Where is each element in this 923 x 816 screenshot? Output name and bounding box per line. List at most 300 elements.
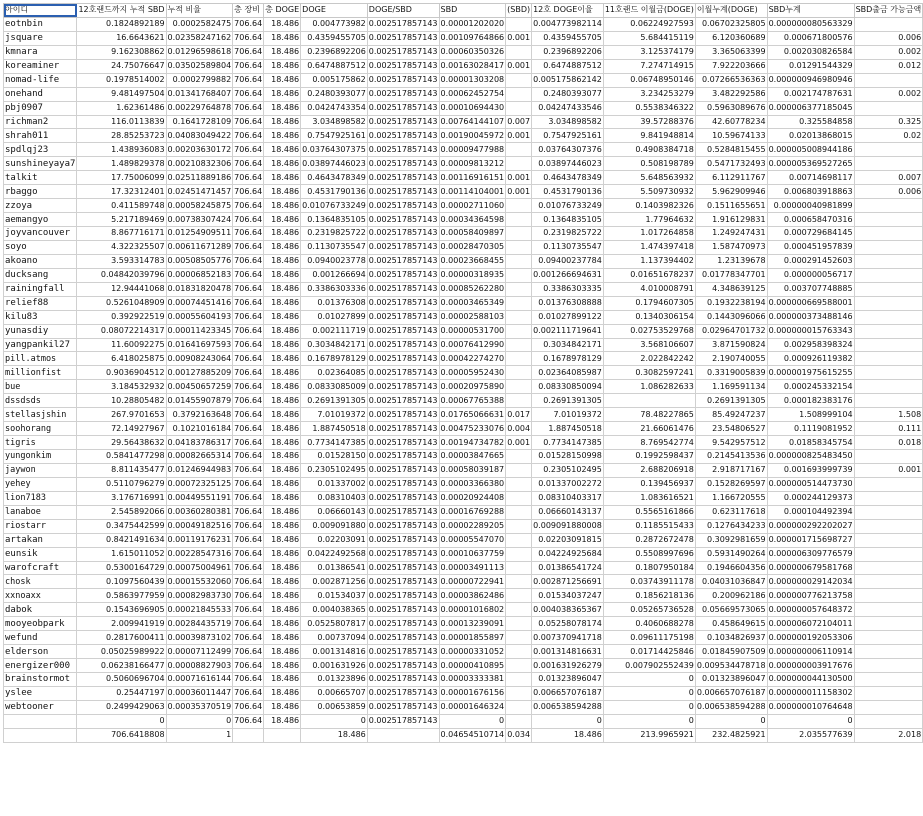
cell[interactable]: 9.841948814 [603,129,695,143]
cell[interactable] [854,199,923,213]
cell[interactable]: 0.5300164729 [77,561,166,575]
cell[interactable]: richman2 [4,115,77,129]
cell[interactable]: 8.811435477 [77,463,166,477]
cell[interactable]: 0.00000318935 [439,268,506,282]
cell[interactable] [854,491,923,505]
cell[interactable]: 0.01254909511 [166,227,233,241]
cell[interactable] [854,714,923,728]
cell[interactable]: 706.64 [233,463,264,477]
cell[interactable]: eotnbin [4,17,77,31]
cell[interactable]: 0.001631926 [301,659,368,673]
cell[interactable] [506,463,532,477]
cell[interactable]: artakan [4,533,77,547]
cell[interactable]: 0.002517857143 [367,659,439,673]
cell[interactable] [854,296,923,310]
cell[interactable]: 0.00010694430 [439,101,506,115]
cell[interactable]: 0.002517857143 [367,575,439,589]
cell[interactable]: 2.035577639 [767,728,854,742]
cell[interactable]: 0.5963089676 [695,101,767,115]
cell[interactable] [4,714,77,728]
cell[interactable]: 0.00450657259 [166,380,233,394]
cell[interactable]: 0.002517857143 [367,115,439,129]
cell[interactable]: 18.486 [264,631,301,645]
cell[interactable]: kilu83 [4,310,77,324]
cell[interactable]: 1.474397418 [603,240,695,254]
cell[interactable]: 0.00007112499 [166,645,233,659]
cell[interactable]: 0.08330850094 [532,380,604,394]
cell[interactable] [854,213,923,227]
cell[interactable]: 0.001 [506,185,532,199]
cell[interactable]: 0.00020924408 [439,491,506,505]
cell[interactable]: 0.06238166477 [77,659,166,673]
cell[interactable]: 0.00013239091 [439,617,506,631]
cell[interactable]: 0.06224927593 [603,17,695,31]
cell[interactable]: 3.034898582 [301,115,368,129]
cell[interactable] [264,728,301,742]
cell[interactable]: 0.002517857143 [367,436,439,450]
cell[interactable]: 706.64 [233,282,264,296]
cell[interactable]: 0 [695,714,767,728]
cell[interactable]: riostarr [4,519,77,533]
cell[interactable]: 0.00002711060 [439,199,506,213]
cell[interactable]: 0.004038365367 [532,603,604,617]
cell[interactable]: 0.0002582475 [166,17,233,31]
cell[interactable]: 0.1340306154 [603,310,695,324]
cell[interactable]: 0.000000010764648 [767,700,854,714]
cell[interactable]: 7.01019372 [301,408,368,422]
cell[interactable]: 0.000006072104011 [767,617,854,631]
cell[interactable]: 2.022842242 [603,352,695,366]
cell[interactable]: 1.77964632 [603,213,695,227]
cell[interactable]: 0.00001016802 [439,603,506,617]
cell[interactable]: shrah011 [4,129,77,143]
cell[interactable]: 0.1641728109 [166,115,233,129]
cell[interactable]: 0.000006309776579 [767,547,854,561]
cell[interactable]: 7.922203666 [695,59,767,73]
cell[interactable]: 0.00127885209 [166,366,233,380]
cell[interactable]: 0.000000006110914 [767,645,854,659]
cell[interactable]: 0.005175862 [301,73,368,87]
cell[interactable]: 0.3386303335 [532,282,604,296]
cell[interactable]: 23.54806527 [695,422,767,436]
cell[interactable] [506,477,532,491]
cell[interactable]: 18.486 [264,157,301,171]
cell[interactable]: 0.000000056717 [767,268,854,282]
cell[interactable]: 5.684415119 [603,31,695,45]
cell[interactable]: 2.688206918 [603,463,695,477]
cell[interactable]: 0.00000722941 [439,575,506,589]
cell[interactable]: 1.587470973 [695,240,767,254]
cell[interactable]: 0.00737094 [301,631,368,645]
cell[interactable]: 0.000000015763343 [767,324,854,338]
column-header[interactable]: 12호랜드까지 누적 SBD [77,4,166,18]
column-header[interactable]: 아이디 [4,4,77,18]
cell[interactable] [854,450,923,464]
cell[interactable]: 706.64 [233,199,264,213]
cell[interactable]: 3.871590824 [695,338,767,352]
cell[interactable]: 0.00042274270 [439,352,506,366]
cell[interactable]: 18.486 [264,129,301,143]
cell[interactable]: 18.486 [264,143,301,157]
cell[interactable]: soohorang [4,422,77,436]
cell[interactable]: 706.64 [233,422,264,436]
cell[interactable]: 0.002517857143 [367,714,439,728]
cell[interactable]: 1.086282633 [603,380,695,394]
cell[interactable]: 0.04031036847 [695,575,767,589]
cell[interactable]: 0.1021016184 [166,422,233,436]
cell[interactable]: 0.000005369527265 [767,157,854,171]
cell[interactable]: 1.137394402 [603,254,695,268]
cell[interactable]: 0.04224925684 [532,547,604,561]
cell[interactable]: 0.002517857143 [367,547,439,561]
cell[interactable]: 0.002111719 [301,324,368,338]
cell[interactable]: 0.002517857143 [367,617,439,631]
cell[interactable]: 0.000000044130500 [767,673,854,687]
cell[interactable]: 1.887450518 [301,422,368,436]
cell[interactable]: 0.002517857143 [367,700,439,714]
cell[interactable]: 0.5538346322 [603,101,695,115]
cell[interactable]: 0.02364085987 [532,366,604,380]
cell[interactable]: 0.01845907509 [695,645,767,659]
cell[interactable]: 0.1130735547 [301,240,368,254]
cell[interactable] [506,240,532,254]
cell[interactable]: 0.002517857143 [367,589,439,603]
cell[interactable] [854,366,923,380]
cell[interactable]: 0.000000011158302 [767,686,854,700]
cell[interactable]: 0.2396892206 [532,45,604,59]
cell[interactable]: 0.002517857143 [367,477,439,491]
cell[interactable]: 0.00003366380 [439,477,506,491]
cell[interactable]: 0.2499429063 [77,700,166,714]
cell[interactable]: 0.00000331052 [439,645,506,659]
cell[interactable]: eunsik [4,547,77,561]
cell[interactable]: 0.5471732493 [695,157,767,171]
cell[interactable]: 0.00000040981899 [767,199,854,213]
cell[interactable] [854,157,923,171]
cell[interactable]: 1.508999104 [767,408,854,422]
cell[interactable]: 0.006 [854,185,923,199]
cell[interactable]: 0.200962186 [695,589,767,603]
cell[interactable]: 706.64 [233,143,264,157]
cell[interactable]: 0.06660143137 [532,505,604,519]
cell[interactable]: 18.486 [264,17,301,31]
cell[interactable]: 0.05669573065 [695,603,767,617]
cell[interactable]: webtooner [4,700,77,714]
cell[interactable]: 0.00009477988 [439,143,506,157]
cell[interactable]: 0.009091880 [301,519,368,533]
cell[interactable]: 18.486 [264,213,301,227]
cell[interactable]: 0.007902552439 [603,659,695,673]
cell[interactable]: 0.1856218136 [603,589,695,603]
cell[interactable]: 0.01376308888 [532,296,604,310]
cell[interactable]: 0.004773982114 [532,17,604,31]
cell[interactable]: 0.001314816631 [532,645,604,659]
cell[interactable]: 3.482292586 [695,87,767,101]
column-header[interactable]: DOGE/SBD [367,4,439,18]
cell[interactable]: 0.2691391305 [301,394,368,408]
cell[interactable]: yunasdiy [4,324,77,338]
cell[interactable] [506,645,532,659]
cell[interactable]: 0.1364835105 [532,213,604,227]
cell[interactable] [506,491,532,505]
cell[interactable]: 0.02203091 [301,533,368,547]
cell[interactable] [854,310,923,324]
cell[interactable]: 18.486 [264,352,301,366]
cell[interactable] [854,519,923,533]
cell[interactable]: 18.486 [264,310,301,324]
cell[interactable]: 29.56438632 [77,436,166,450]
cell[interactable]: koreaminer [4,59,77,73]
cell[interactable]: rbaggo [4,185,77,199]
cell[interactable]: 0.00071616144 [166,673,233,687]
cell[interactable]: yungonkim [4,450,77,464]
cell[interactable]: 24.75076647 [77,59,166,73]
cell[interactable]: pbj0907 [4,101,77,115]
cell[interactable] [506,352,532,366]
cell[interactable]: 0 [603,673,695,687]
cell[interactable]: 0.00010637759 [439,547,506,561]
cell[interactable]: 706.64 [233,617,264,631]
cell[interactable]: 706.64 [233,87,264,101]
cell[interactable]: 0.03764307376 [532,143,604,157]
cell[interactable]: 0.00665707 [301,686,368,700]
cell[interactable]: 0.0002799882 [166,73,233,87]
cell[interactable]: 0.006 [854,31,923,45]
cell[interactable] [854,338,923,352]
cell[interactable]: 0.00001303208 [439,73,506,87]
cell[interactable] [506,561,532,575]
cell[interactable]: 0.3082597241 [603,366,695,380]
cell[interactable]: 2.018 [854,728,923,742]
cell[interactable]: 0.002517857143 [367,157,439,171]
cell[interactable] [506,199,532,213]
cell[interactable]: 0.05025989922 [77,645,166,659]
cell[interactable]: 0.01027899122 [532,310,604,324]
cell[interactable]: 1.887450518 [532,422,604,436]
cell[interactable]: 0.004773982 [301,17,368,31]
cell[interactable]: 0.8421491634 [77,533,166,547]
cell[interactable]: 0.034 [506,728,532,742]
cell[interactable]: 706.64 [233,603,264,617]
cell[interactable]: 0.002517857143 [367,213,439,227]
cell[interactable]: 0.002517857143 [367,199,439,213]
cell[interactable]: sunshineyaya7 [5,158,76,169]
cell[interactable]: 0.05265736528 [603,603,695,617]
cell[interactable] [506,143,532,157]
cell[interactable]: 0.00653859 [301,700,368,714]
cell[interactable]: tigris [4,436,77,450]
cell[interactable] [506,533,532,547]
cell[interactable] [854,631,923,645]
cell[interactable]: 1.916129831 [695,213,767,227]
cell[interactable]: 8.867716171 [77,227,166,241]
cell[interactable]: 0.00001855897 [439,631,506,645]
cell[interactable]: 0.001 [506,129,532,143]
cell[interactable]: 0 [767,714,854,728]
cell[interactable]: 0.00764144107 [439,115,506,129]
cell[interactable]: 0.003707748885 [767,282,854,296]
cell[interactable]: 0.00023668455 [439,254,506,268]
cell[interactable] [854,533,923,547]
cell[interactable]: 0.508198789 [603,157,695,171]
cell[interactable] [854,505,923,519]
cell[interactable] [506,575,532,589]
cell[interactable]: 18.486 [264,463,301,477]
cell[interactable]: 0.00036011447 [166,686,233,700]
cell[interactable]: 706.64 [233,352,264,366]
cell[interactable]: 0.01246944983 [166,463,233,477]
cell[interactable]: 0.2691391305 [532,394,604,408]
cell[interactable]: 0.00228547316 [166,547,233,561]
cell[interactable]: 0.002517857143 [367,673,439,687]
cell[interactable]: 0.2872672478 [603,533,695,547]
cell[interactable]: 706.64 [233,338,264,352]
cell[interactable]: 0.000671800576 [767,31,854,45]
cell[interactable]: 18.486 [264,115,301,129]
cell[interactable]: 0.01641697593 [166,338,233,352]
cell[interactable]: 0.3792163648 [166,408,233,422]
column-header[interactable]: (SBD) [506,4,532,18]
cell[interactable]: 0.000000192053306 [767,631,854,645]
cell[interactable]: 0.1824892189 [77,17,166,31]
cell[interactable]: 706.64 [233,686,264,700]
cell[interactable]: 0.00003847665 [439,450,506,464]
cell[interactable]: 0.00190045972 [439,129,506,143]
cell[interactable]: 28.85253723 [77,129,166,143]
cell[interactable]: 5.509730932 [603,185,695,199]
cell[interactable] [506,686,532,700]
cell[interactable]: 706.64 [233,631,264,645]
cell[interactable]: 0.00001676156 [439,686,506,700]
cell[interactable]: 1.615011052 [77,547,166,561]
cell[interactable] [506,87,532,101]
cell[interactable]: 706.64 [233,59,264,73]
cell[interactable]: 0.4531790136 [301,185,368,199]
cell[interactable] [854,603,923,617]
cell[interactable]: 0.1678978129 [301,352,368,366]
cell[interactable]: 0.002517857143 [367,171,439,185]
cell[interactable]: 0.04083049422 [166,129,233,143]
cell[interactable]: 706.64 [233,673,264,687]
cell[interactable]: 706.64 [233,115,264,129]
cell[interactable]: 706.64 [233,700,264,714]
cell[interactable]: 0.000104492394 [767,505,854,519]
cell[interactable]: 0.002517857143 [367,491,439,505]
cell[interactable]: 0.3034842171 [532,338,604,352]
cell[interactable]: 0.00039873102 [166,631,233,645]
cell[interactable] [506,603,532,617]
cell[interactable]: zzoya [4,199,77,213]
cell[interactable]: 3.234253279 [603,87,695,101]
cell[interactable]: 0.02451471457 [166,185,233,199]
cell[interactable]: nomad-life [4,73,77,87]
cell[interactable]: 4.348639125 [695,282,767,296]
cell[interactable]: 0.000000057648372 [767,603,854,617]
cell[interactable] [854,268,923,282]
cell[interactable] [854,645,923,659]
cell[interactable]: 0.00194734782 [439,436,506,450]
cell[interactable]: 0.00908243064 [166,352,233,366]
cell[interactable]: 0.00000531700 [439,324,506,338]
cell[interactable]: 0.006803918863 [767,185,854,199]
cell[interactable]: 0.623117618 [695,505,767,519]
cell[interactable]: 0.017 [506,408,532,422]
cell[interactable] [854,589,923,603]
cell[interactable]: 0.002517857143 [367,324,439,338]
cell[interactable]: 0.00116916151 [439,171,506,185]
cell[interactable]: 706.64 [233,477,264,491]
cell[interactable]: 18.486 [264,171,301,185]
cell[interactable]: 0.2145413536 [695,450,767,464]
cell[interactable]: 17.32312401 [77,185,166,199]
cell[interactable]: 10.28805482 [77,394,166,408]
cell[interactable]: 6.112911767 [695,171,767,185]
cell[interactable]: elderson [4,645,77,659]
cell[interactable]: spdlqj23 [4,143,77,157]
cell[interactable]: rainingfall [4,282,77,296]
cell[interactable]: 0.00611671289 [166,240,233,254]
cell[interactable]: 0.00011423345 [166,324,233,338]
cell[interactable]: 72.14927967 [77,422,166,436]
cell[interactable] [506,673,532,687]
cell[interactable]: 0.001631926279 [532,659,604,673]
cell[interactable] [506,324,532,338]
cell[interactable]: 3.125374179 [603,45,695,59]
cell[interactable]: 0.5261048909 [77,296,166,310]
cell[interactable]: 2.918717167 [695,463,767,477]
cell[interactable]: onehand [4,87,77,101]
cell[interactable]: 2.009941919 [77,617,166,631]
cell[interactable]: 5.648563932 [603,171,695,185]
cell[interactable]: 0.002517857143 [367,366,439,380]
cell[interactable]: 0.002517857143 [367,296,439,310]
cell[interactable]: 0.002517857143 [367,101,439,115]
cell[interactable]: 18.486 [264,422,301,436]
cell[interactable] [506,380,532,394]
cell[interactable]: 0.01291544329 [767,59,854,73]
cell[interactable]: 7.274714915 [603,59,695,73]
cell[interactable]: 0.000291452603 [767,254,854,268]
cell[interactable]: 0.00009813212 [439,157,506,171]
cell[interactable]: 0.7734147385 [301,436,368,450]
cell[interactable]: 3.184532932 [77,380,166,394]
cell[interactable]: 0.002517857143 [367,380,439,394]
cell[interactable]: 0.002 [854,45,923,59]
cell[interactable]: 0.00163028417 [439,59,506,73]
cell[interactable]: 0.00203630172 [166,143,233,157]
cell[interactable]: 18.486 [264,533,301,547]
cell[interactable]: 0.00067765388 [439,394,506,408]
cell[interactable] [854,227,923,241]
cell[interactable]: 0.09400237784 [532,254,604,268]
cell[interactable]: 0.00058245875 [166,199,233,213]
cell[interactable] [854,254,923,268]
cell[interactable]: 0.00085262280 [439,282,506,296]
cell[interactable]: 0.001266694631 [532,268,604,282]
cell[interactable]: 706.64 [233,157,264,171]
cell[interactable] [506,296,532,310]
cell[interactable]: 3.593314783 [77,254,166,268]
cell[interactable]: 0.000000373488146 [767,310,854,324]
cell[interactable]: 706.64 [233,589,264,603]
cell[interactable]: pill.atmos [4,352,77,366]
cell[interactable]: 0.00082665314 [166,450,233,464]
cell[interactable]: 706.64 [233,129,264,143]
cell[interactable] [506,700,532,714]
cell[interactable]: 2.190740055 [695,352,767,366]
cell[interactable]: 18.486 [264,659,301,673]
cell[interactable]: 0.00449551191 [166,491,233,505]
